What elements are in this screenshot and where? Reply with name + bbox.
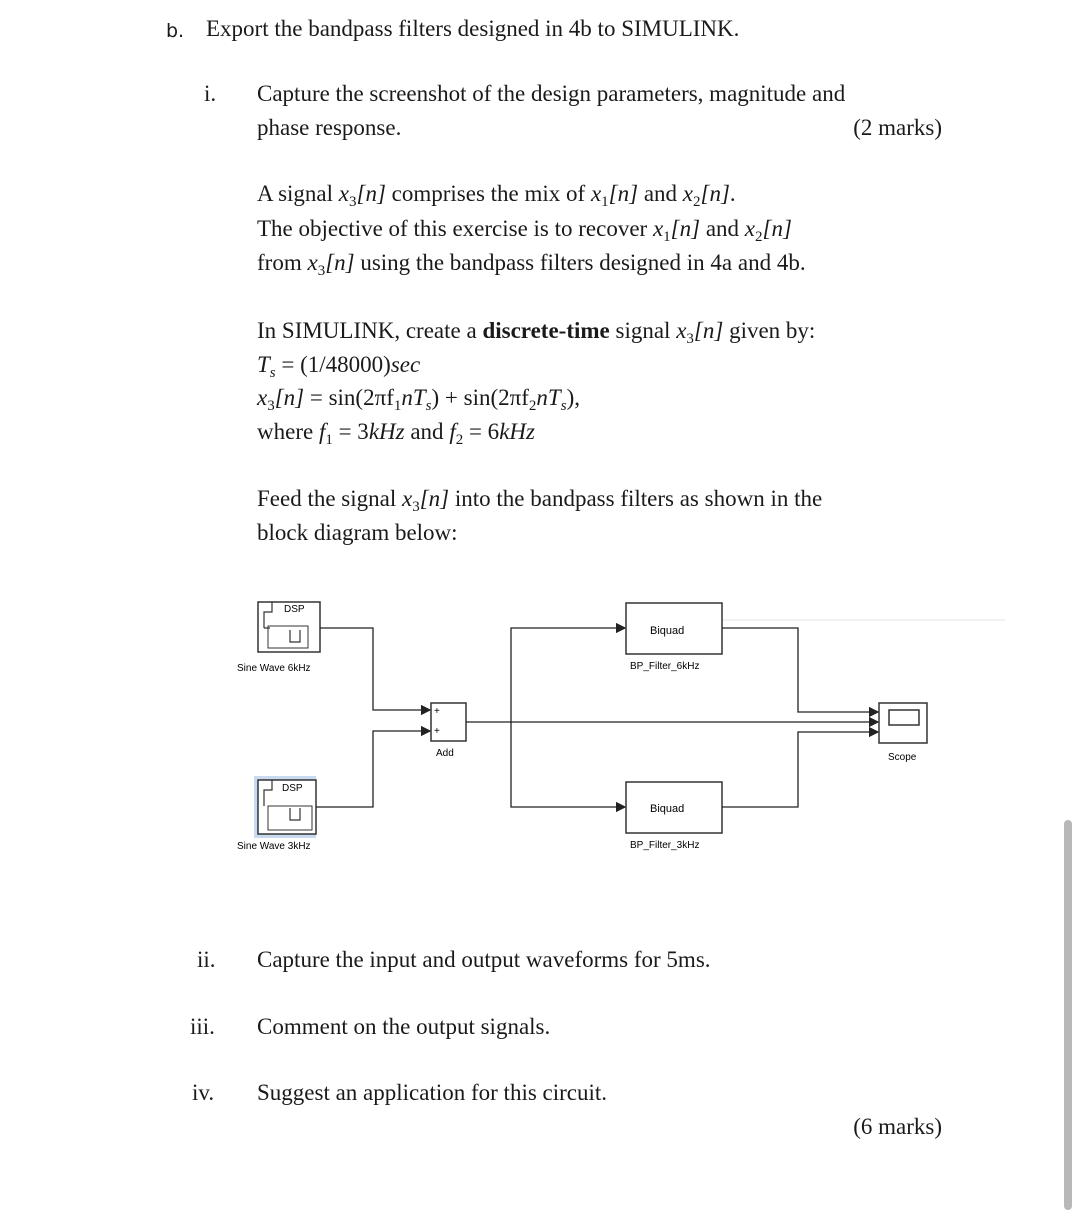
- part-iv-number: iv.: [192, 1080, 215, 1105]
- part-ii-number: ii.: [197, 947, 216, 972]
- block-diagram: [200, 590, 1010, 870]
- simulink-line-1: In SIMULINK, create a discrete-time signal $x_3[n]$ given by:: [257, 318, 816, 347]
- wire-add-to-filter-6khz: [511, 628, 625, 722]
- filter-3khz-label: BP_Filter_3kHz: [630, 840, 700, 851]
- dsp-label-bottom: DSP: [282, 783, 303, 794]
- part-i-marks: (2 marks): [853, 115, 942, 140]
- part-i-line-1: Capture the screenshot of the design parameters, magnitude and: [257, 81, 846, 106]
- feed-line-2: block diagram below:: [257, 520, 458, 545]
- biquad-filter-6khz-block[interactable]: [626, 603, 722, 654]
- biquad-filter-3khz-block[interactable]: [626, 782, 722, 833]
- add-block[interactable]: [431, 703, 466, 741]
- sine-wave-6khz-block[interactable]: [258, 602, 320, 652]
- sine-wave-3khz-block[interactable]: [254, 776, 316, 838]
- part-iii-number: iii.: [190, 1014, 215, 1039]
- frequency-definition: where $f_1 = 3kHz$ and $f_2 = 6kHz$: [257, 419, 535, 448]
- biquad-bottom-text: Biquad: [650, 803, 685, 815]
- filter-6khz-label: BP_Filter_6kHz: [630, 661, 700, 672]
- wire-filter-3khz-to-scope: [722, 732, 878, 807]
- question-label: b.: [166, 20, 185, 42]
- biquad-top-text: Biquad: [650, 625, 685, 637]
- scope-label: Scope: [888, 752, 917, 763]
- dsp-label-top: DSP: [284, 604, 305, 615]
- part-ii-text: Capture the input and output waveforms for 5ms.: [257, 947, 711, 972]
- intro-line-3: from $x_3[n]$ using the bandpass filters designed in 4a and 4b.: [257, 250, 806, 279]
- wire-3khz-to-add: [316, 731, 430, 807]
- add-plus-1: +: [434, 706, 440, 717]
- sine-wave-3khz-label: Sine Wave 3kHz: [237, 841, 311, 852]
- part-iii-text: Comment on the output signals.: [257, 1014, 551, 1039]
- part-i-line-2: phase response.: [257, 115, 402, 140]
- add-plus-2: +: [434, 726, 440, 737]
- wire-filter-6khz-to-scope: [722, 628, 878, 712]
- scope-block[interactable]: [879, 703, 927, 743]
- part-i-number: i.: [204, 81, 217, 106]
- question-title: Export the bandpass filters designed in 4b to SIMULINK.: [206, 16, 740, 41]
- final-marks: (6 marks): [853, 1114, 942, 1139]
- scrollbar[interactable]: [1064, 820, 1072, 1210]
- intro-line-2: The objective of this exercise is to recover $x_1[n]$ and $x_2[n]$: [257, 216, 792, 245]
- sine-wave-6khz-label: Sine Wave 6kHz: [237, 663, 311, 674]
- scope-screen: [889, 710, 919, 725]
- intro-line-1: A signal $x_3[n]$ comprises the mix of $x_1[n]$ and $x_2[n]$.: [257, 181, 736, 210]
- x3-equation: $x_3[n] = \sin(2\pi f_1nT_s) + \sin(2\pi f_2nT_s)$,: [257, 385, 580, 414]
- part-iv-text: Suggest an application for this circuit.: [257, 1080, 608, 1105]
- feed-line-1: Feed the signal $x_3[n]$ into the bandpass filters as shown in the: [257, 486, 823, 515]
- wire-add-to-filter-3khz: [511, 722, 625, 807]
- add-label: Add: [436, 748, 454, 759]
- ts-equation: $T_s = (1/48000)\sec$: [257, 352, 421, 381]
- wire-6khz-to-add: [320, 628, 430, 710]
